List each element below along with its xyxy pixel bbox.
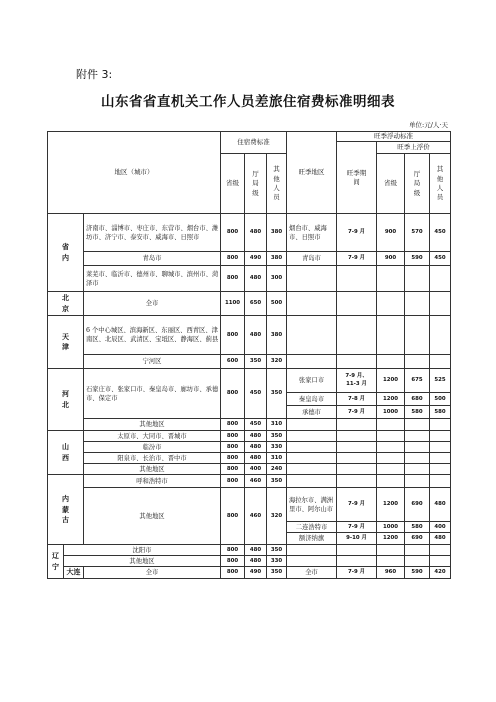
other-rate: 330 <box>267 442 287 453</box>
peak-period: 7-9 月、 11-3 月 <box>337 369 377 393</box>
header-lodging-standard: 住宿费标准 <box>221 132 287 154</box>
peak-area: 海拉尔市、满洲里市、阿尔山市 <box>287 488 337 522</box>
bureau-rate: 490 <box>245 252 267 266</box>
bureau-rate: 480 <box>245 556 267 567</box>
city-list: 呼和浩特市 <box>84 475 221 488</box>
peak-area: 额济纳旗 <box>287 533 337 545</box>
province-rate: 800 <box>221 369 245 419</box>
peak-province-rate: 960 <box>377 567 405 579</box>
table-row <box>48 419 451 431</box>
peak-period: 7-9 月 <box>337 488 377 522</box>
province-rate: 800 <box>221 419 245 431</box>
city-list: 临汾市 <box>84 442 221 453</box>
bureau-rate: 480 <box>245 431 267 442</box>
city-list: 沈阳市 <box>64 545 221 556</box>
peak-other-rate: 400 <box>430 522 451 533</box>
other-rate: 320 <box>267 355 287 369</box>
table-row <box>48 453 451 464</box>
other-rate: 380 <box>267 214 287 252</box>
header-peak-area: 旺季地区 <box>287 132 337 214</box>
header-other: 其 他 人 员 <box>267 154 287 214</box>
other-rate: 350 <box>267 431 287 442</box>
peak-period: 7-9 月 <box>337 214 377 252</box>
city-list: 济南市、淄博市、枣庄市、东营市、烟台市、潍坊市、济宁市、泰安市、威海市、日照市 <box>84 214 221 252</box>
other-rate: 380 <box>267 316 287 355</box>
peak-bureau-rate: 570 <box>405 214 430 252</box>
peak-province-rate: 1200 <box>377 488 405 522</box>
province-rate: 800 <box>221 453 245 464</box>
other-rate: 310 <box>267 453 287 464</box>
document-title: 山东省省直机关工作人员差旅住宿费标准明细表 <box>101 94 395 110</box>
sub-region-dalian: 大连 <box>64 567 84 579</box>
city-list: 全市 <box>84 567 221 579</box>
other-rate: 330 <box>267 556 287 567</box>
province-rate: 800 <box>221 316 245 355</box>
bureau-rate: 480 <box>245 316 267 355</box>
other-rate: 350 <box>267 475 287 488</box>
peak-province-rate: 1000 <box>377 522 405 533</box>
region-shandong: 省 内 <box>48 214 84 292</box>
city-list: 石家庄市、张家口市、秦皇岛市、廊坊市、承德市、保定市 <box>84 369 221 419</box>
unit-label: 单位:元/人·天 <box>409 121 448 129</box>
table-row <box>48 556 451 567</box>
peak-period: 7-9 月 <box>337 252 377 266</box>
province-rate: 800 <box>221 567 245 579</box>
province-rate: 600 <box>221 355 245 369</box>
table-row <box>48 488 451 522</box>
header-peak-up: 旺季上浮价 <box>377 142 451 154</box>
other-rate: 350 <box>267 369 287 419</box>
peak-period: 7-8 月 <box>337 393 377 406</box>
peak-province-rate: 1200 <box>377 369 405 393</box>
peak-period: 7-9 月 <box>337 406 377 419</box>
header-peak-float: 旺季浮动标准 <box>337 132 451 142</box>
region-inner-mongolia: 内 蒙 古 <box>48 475 84 545</box>
city-list: 6 个中心城区、滨海新区、东丽区、西青区、津南区、北辰区、武清区、宝坻区、静海区、蓟县 <box>84 316 221 355</box>
province-rate: 800 <box>221 431 245 442</box>
header-peak-province: 省级 <box>377 154 405 214</box>
peak-bureau-rate: 680 <box>405 393 430 406</box>
peak-province-rate: 1200 <box>377 393 405 406</box>
city-list: 阳泉市、长治市、晋中市 <box>84 453 221 464</box>
peak-other-rate: 420 <box>430 567 451 579</box>
peak-other-rate: 525 <box>430 369 451 393</box>
bureau-rate: 650 <box>245 292 267 316</box>
peak-bureau-rate: 580 <box>405 406 430 419</box>
peak-province-rate: 1200 <box>377 533 405 545</box>
table-row <box>48 266 451 292</box>
bureau-rate: 480 <box>245 214 267 252</box>
other-rate: 380 <box>267 252 287 266</box>
table-row <box>48 369 451 393</box>
peak-period: 7-9 月 <box>337 567 377 579</box>
peak-province-rate: 900 <box>377 214 405 252</box>
city-list: 其他地区 <box>64 556 221 567</box>
peak-other-rate: 480 <box>430 488 451 522</box>
bureau-rate: 450 <box>245 419 267 431</box>
bureau-rate: 450 <box>245 369 267 419</box>
bureau-rate: 460 <box>245 488 267 545</box>
table-row <box>48 292 451 316</box>
table-row <box>48 252 451 266</box>
table-row <box>48 464 451 475</box>
province-rate: 800 <box>221 556 245 567</box>
other-rate: 300 <box>267 266 287 292</box>
peak-bureau-rate: 590 <box>405 252 430 266</box>
table-row <box>48 545 451 556</box>
peak-area: 张家口市 <box>287 369 337 393</box>
table-row <box>48 316 451 355</box>
header-bureau-level: 厅 局 级 <box>245 154 267 214</box>
peak-period: 9-10 月 <box>337 533 377 545</box>
peak-area: 承德市 <box>287 406 337 419</box>
header-peak-bureau: 厅 局 级 <box>405 154 430 214</box>
province-rate: 800 <box>221 488 245 545</box>
table-row <box>48 214 451 252</box>
peak-other-rate: 580 <box>430 406 451 419</box>
province-rate: 1100 <box>221 292 245 316</box>
city-list: 宁河区 <box>84 355 221 369</box>
peak-period: 7-9 月 <box>337 522 377 533</box>
peak-other-rate: 450 <box>430 252 451 266</box>
peak-bureau-rate: 690 <box>405 533 430 545</box>
region-hebei: 河 北 <box>48 369 84 431</box>
city-list: 其他地区 <box>84 488 221 545</box>
province-rate: 800 <box>221 475 245 488</box>
peak-bureau-rate: 580 <box>405 522 430 533</box>
peak-area: 全市 <box>287 567 337 579</box>
other-rate: 240 <box>267 464 287 475</box>
header-province-level: 省级 <box>221 154 245 214</box>
bureau-rate: 490 <box>245 567 267 579</box>
province-rate: 800 <box>221 252 245 266</box>
attachment-label: 附件 3: <box>76 68 113 81</box>
city-list: 其他地区 <box>84 419 221 431</box>
peak-province-rate: 900 <box>377 252 405 266</box>
peak-bureau-rate: 590 <box>405 567 430 579</box>
city-list: 太原市、大同市、晋城市 <box>84 431 221 442</box>
other-rate: 350 <box>267 567 287 579</box>
city-list: 青岛市 <box>84 252 221 266</box>
table-row <box>48 475 451 488</box>
lodging-standard-table <box>47 131 451 579</box>
peak-area: 青岛市 <box>287 252 337 266</box>
city-list: 莱芜市、临沂市、德州市、聊城市、滨州市、菏泽市 <box>84 266 221 292</box>
peak-other-rate: 450 <box>430 214 451 252</box>
province-rate: 800 <box>221 266 245 292</box>
table-row <box>48 431 451 442</box>
table-row <box>48 442 451 453</box>
table-row <box>48 355 451 369</box>
province-rate: 800 <box>221 442 245 453</box>
peak-other-rate: 480 <box>430 533 451 545</box>
city-list: 其他地区 <box>84 464 221 475</box>
other-rate: 350 <box>267 545 287 556</box>
bureau-rate: 460 <box>245 475 267 488</box>
province-rate: 800 <box>221 545 245 556</box>
region-beijing: 北 京 <box>48 292 84 316</box>
region-tianjin: 天 津 <box>48 316 84 369</box>
header-peak-period: 旺季期 间 <box>337 142 377 214</box>
other-rate: 500 <box>267 292 287 316</box>
other-rate: 310 <box>267 419 287 431</box>
region-shanxi: 山 西 <box>48 431 84 475</box>
table-row <box>48 567 451 579</box>
other-rate: 320 <box>267 488 287 545</box>
province-rate: 800 <box>221 464 245 475</box>
peak-area: 烟台市、威海市、日照市 <box>287 214 337 252</box>
peak-bureau-rate: 690 <box>405 488 430 522</box>
bureau-rate: 350 <box>245 355 267 369</box>
bureau-rate: 480 <box>245 545 267 556</box>
bureau-rate: 480 <box>245 266 267 292</box>
region-liaoning: 辽 宁 <box>48 545 64 579</box>
bureau-rate: 400 <box>245 464 267 475</box>
peak-other-rate: 500 <box>430 393 451 406</box>
peak-province-rate: 1000 <box>377 406 405 419</box>
province-rate: 800 <box>221 214 245 252</box>
peak-bureau-rate: 675 <box>405 369 430 393</box>
bureau-rate: 480 <box>245 442 267 453</box>
peak-area: 秦皇岛市 <box>287 393 337 406</box>
bureau-rate: 480 <box>245 453 267 464</box>
peak-area: 二连浩特市 <box>287 522 337 533</box>
city-list: 全市 <box>84 292 221 316</box>
header-peak-other: 其 他 人 员 <box>430 154 451 214</box>
header-area: 地区（城市） <box>48 132 221 214</box>
